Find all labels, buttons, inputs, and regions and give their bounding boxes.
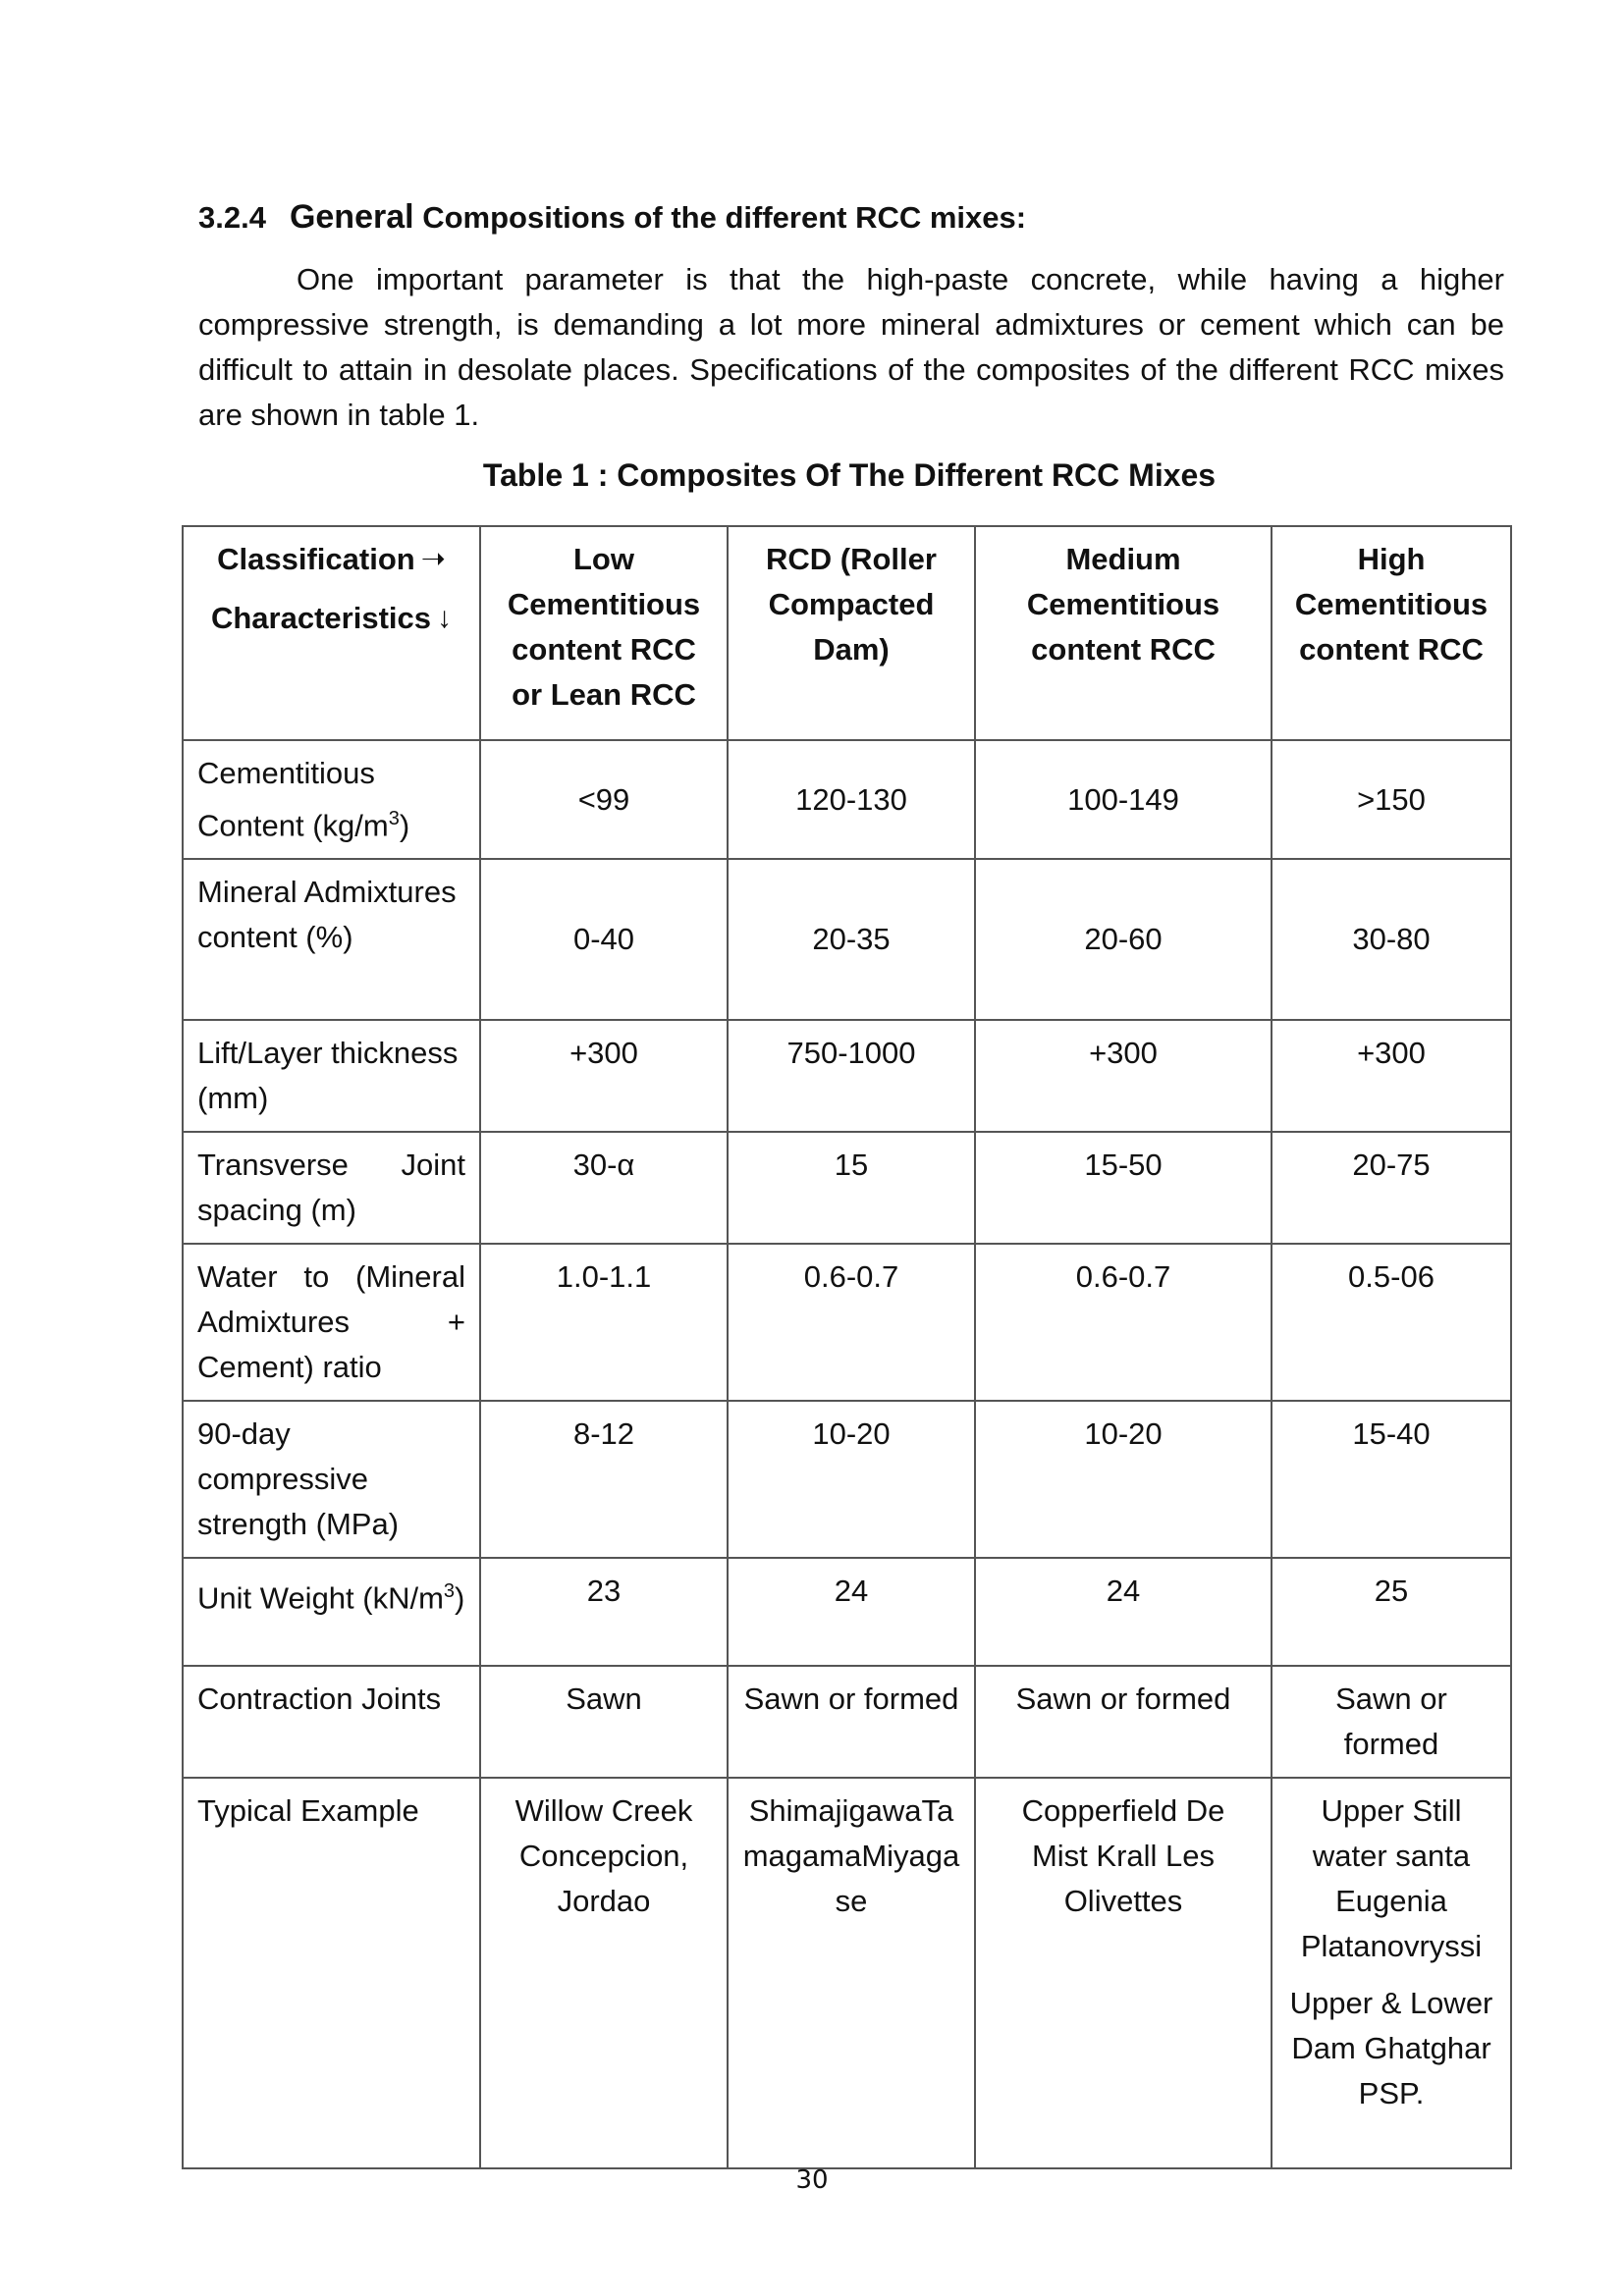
table-cell: Sawn bbox=[480, 1666, 728, 1778]
table-cell: ShimajigawaTamagamaMiyagase bbox=[728, 1778, 975, 2168]
arrow-down-icon: ↓ bbox=[437, 602, 452, 634]
column-header: RCD (Roller Compacted Dam) bbox=[728, 526, 975, 740]
corner-header-cell bbox=[183, 526, 480, 740]
section-heading bbox=[198, 198, 1426, 237]
table-row bbox=[183, 1778, 1511, 2168]
table-row bbox=[183, 1666, 1511, 1778]
table-cell: 24 bbox=[728, 1558, 975, 1666]
table-cell: 10-20 bbox=[975, 1401, 1272, 1558]
table-row bbox=[183, 1401, 1511, 1558]
section-number: 3.2.4 bbox=[198, 200, 266, 235]
table-caption: Table 1 : Composites Of The Different RCC Mixes bbox=[482, 457, 1217, 493]
table-row bbox=[183, 1020, 1511, 1132]
column-header: Medium Cementitious content RCC bbox=[975, 526, 1272, 740]
table-cell: 30-α bbox=[480, 1132, 728, 1244]
table-cell: +300 bbox=[975, 1020, 1272, 1132]
table-cell: 20-75 bbox=[1272, 1132, 1511, 1244]
table-cell: 100-149 bbox=[975, 740, 1272, 859]
row-label: Contraction Joints bbox=[183, 1666, 480, 1778]
table-cell: 24 bbox=[975, 1558, 1272, 1666]
table-cell: 30-80 bbox=[1272, 859, 1511, 1020]
classification-label: Classification bbox=[217, 542, 415, 576]
table-cell: 0.6-0.7 bbox=[975, 1244, 1272, 1401]
section-title-lead: General bbox=[289, 198, 414, 236]
table-cell: 15-50 bbox=[975, 1132, 1272, 1244]
row-label: 90-day compressive strength (MPa) bbox=[183, 1401, 480, 1558]
table-cell: 10-20 bbox=[728, 1401, 975, 1558]
table-row bbox=[183, 859, 1511, 1020]
arrow-right-icon: ➝ bbox=[420, 543, 446, 575]
table-cell: 23 bbox=[480, 1558, 728, 1666]
characteristics-label: Characteristics bbox=[210, 601, 431, 635]
row-label: Unit Weight $(kN/m^3)$ bbox=[183, 1558, 480, 1666]
row-label: Lift/Layer thickness (mm) bbox=[183, 1020, 480, 1132]
table-row bbox=[183, 740, 1511, 859]
rcc-composites-table bbox=[182, 525, 1512, 2169]
table-cell: 20-35 bbox=[728, 859, 975, 1020]
table-cell: Copperfield De Mist Krall Les Olivettes bbox=[975, 1778, 1272, 2168]
table-cell: >150 bbox=[1272, 740, 1511, 859]
table-cell: <99 bbox=[480, 740, 728, 859]
table-header-row bbox=[183, 526, 1511, 740]
row-label: Cementitious Content $(kg/m^3)$ bbox=[183, 740, 480, 859]
table-cell: 0.5-06 bbox=[1272, 1244, 1511, 1401]
row-label: Transverse Joint spacing (m) bbox=[183, 1132, 480, 1244]
row-label: Mineral Admixtures content (%) bbox=[183, 859, 480, 1020]
table-cell: Sawn or formed bbox=[975, 1666, 1272, 1778]
section-title-rest: Compositions of the different RCC mixes: bbox=[422, 200, 1027, 235]
table-cell: 20-60 bbox=[975, 859, 1272, 1020]
table-cell: 0-40 bbox=[480, 859, 728, 1020]
column-header: High Cementitious content RCC bbox=[1272, 526, 1511, 740]
table-cell: 1.0-1.1 bbox=[480, 1244, 728, 1401]
table-cell bbox=[1272, 1778, 1511, 2168]
table-cell: 15-40 bbox=[1272, 1401, 1511, 1558]
table-cell: Willow Creek Concepcion, Jordao bbox=[480, 1778, 728, 2168]
table-cell: +300 bbox=[1272, 1020, 1511, 1132]
table-cell: 25 bbox=[1272, 1558, 1511, 1666]
table-row bbox=[183, 1558, 1511, 1666]
row-label: Typical Example bbox=[183, 1778, 480, 2168]
column-header: Low Cementitious content RCC or Lean RCC bbox=[480, 526, 728, 740]
table-cell: +300 bbox=[480, 1020, 728, 1132]
table-cell: 750-1000 bbox=[728, 1020, 975, 1132]
row-label: Water to (Mineral Admixtures + Cement) ratio bbox=[183, 1244, 480, 1401]
page-number: 30 bbox=[795, 2165, 829, 2195]
table-cell: Sawn or formed bbox=[1272, 1666, 1511, 1778]
example-high-1: Upper Still water santa Eugenia Platanovryssi bbox=[1300, 1793, 1483, 1964]
table-row bbox=[183, 1244, 1511, 1401]
body-paragraph: One important parameter is that the high-paste concrete, while having a higher compressive strength, is demanding a lot more mineral admixtures or cement which can be difficult to attain in desolate places. Specifications of the composites of the different RCC mixes are shown in table 1. bbox=[198, 262, 1504, 432]
table-cell: 120-130 bbox=[728, 740, 975, 859]
table-cell: 0.6-0.7 bbox=[728, 1244, 975, 1401]
table-cell: 15 bbox=[728, 1132, 975, 1244]
table-cell: 8-12 bbox=[480, 1401, 728, 1558]
example-high-2: Upper & Lower Dam Ghatghar PSP. bbox=[1289, 1986, 1493, 2111]
table-cell: Sawn or formed bbox=[728, 1666, 975, 1778]
table-row bbox=[183, 1132, 1511, 1244]
